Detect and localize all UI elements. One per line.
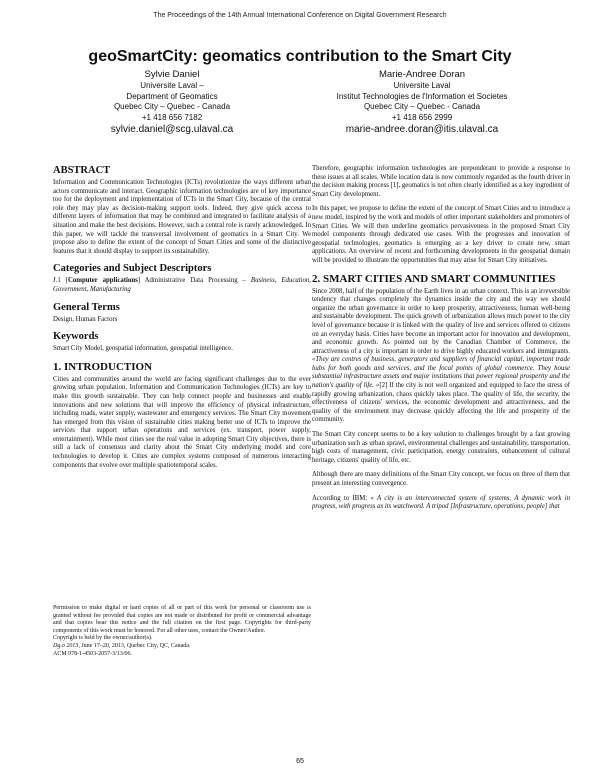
terms-text: Design, Human Factors xyxy=(53,315,118,323)
keywords-heading: Keywords xyxy=(53,331,99,343)
quote-span: « A city is an interconnected system of systems. A dynamic work in progress, with progress as its watchword. A tripod [Infrastructure, operations, people] that xyxy=(312,494,570,511)
author-block-1 xyxy=(52,69,292,137)
categories-heading: Categories and Subject Descriptors xyxy=(53,263,212,275)
permission-block xyxy=(53,605,311,658)
left-column xyxy=(53,165,311,476)
running-head: The Proceedings of the 14th Annual International Conference on Digital Government Research xyxy=(153,12,447,19)
section-2-heading: 2. SMART CITIES AND SMART COMMUNITIES xyxy=(312,272,556,285)
venue-rest: June 17–20, 2013, Quebec City, QC, Canada. xyxy=(79,642,191,649)
author-email[interactable]: sylvie.daniel@scg.ulaval.ca xyxy=(110,124,234,135)
body-paragraph: In this paper, we propose to define the extent of the concept of Smart Cities and to introduce a new model, inspired by the work and models of other important stakeholders and promoters of Smart Cities. We will then underline geomatics pervasiveness in the proposed Smart City model components through dedicated use cases. With the progresses and innovation of geospatial technologies, geomatics is emerging as a key driver to create new, smart applications. An overview of recent and forthcoming developments in the geospatial domain will be provided to illustrate the opportunities that may arise for Smart City initiatives. xyxy=(312,205,570,264)
introduction-heading: 1. INTRODUCTION xyxy=(53,360,153,373)
text-span: According to IBM: xyxy=(312,494,371,502)
text-span: Since 2008, half of the population of the Earth lives in an urban context. This is an irreversible tendency that changes completely the dynamics inside the city and the way we should organize the urban governance in order to keep prosperity, attractiveness, human well-being and sustainable development. The quick growth of urbanization allows much power to the city level of governance because it is linked with the quality of live and services offered to citizens on an everyday basis. Cities have become an important actor for innovation and development, and economic growth. As pointed out by the Canadian Chamber of Commerce, the attractiveness of a city is important in order to drive highly educated workers and immigrants. xyxy=(312,287,570,355)
venue-italic: Dg.o 2013, xyxy=(53,642,80,649)
author-affiliation: Universite Laval – xyxy=(140,81,204,90)
categories-text xyxy=(53,277,311,294)
copyright-text: Copyright is held by the owner/author(s). xyxy=(53,635,153,642)
author-city: Quebec City – Quebec - Canada xyxy=(113,102,231,111)
paper-title: geoSmartCity: geomatics contribution to the Smart City xyxy=(88,48,512,65)
text-span: [2] If the city is not well organized and equipped to face the stress of rapidly growing urbanization, chaos quickly takes place. The quality of life, the security, the effectiveness of citizens' services, the economic development and attractiveness, and the quality of the environment may decrease quickly affecting the life and prosperity of the community. xyxy=(312,382,570,424)
categories-code: J.1 [ xyxy=(53,277,68,285)
author-block-2 xyxy=(302,69,542,137)
author-name: Sylvie Daniel xyxy=(144,69,200,80)
categories-italic: Business, Education, Government, Manufacturing xyxy=(53,277,312,293)
body-paragraph: Therefore, geographic information technologies are preponderant to provide a response to these issues at all scales. While location data is now commonly regarded as the fourth driver in the decision making process [1], geomatics is not often clearly identified as a key ingredient of Smart City development. xyxy=(312,165,570,198)
introduction-text: Cities and communities around the world are facing significant challenges due to the ever growing urban population. Information and Communication Technologies (ICTs) are key to make this growth sustainable. They can help connect people and businesses and enable innovations and new solutions that will improve the efficiency of physical infrastructure, including roads, water supply, wastewater and emergency services. The Smart City movement has emerged from this vision of sustainable cities making better use of ICTs to improve the services that support urban operations and services (ex. transport, power supply, entertainment). While most cities see the real value in adopting Smart City objectives, there is still a lack of consensus and clarity about the Smart City underlying model and core technologies to develop it. Cities are complex systems composed of numerous interacting components that evolve over multiple spatiotemporal scales. xyxy=(53,375,311,469)
categories-rest: ] Administrative Data Processing – xyxy=(137,277,246,285)
abstract-text: Information and Communication Technologies (ICTs) revolutionize the ways different urban actors communicate and interact. Geographic information technologies are of key importance too for the deployment and implementation of ICTs in the Smart City, because of the central role they may play as decision-making support tools. Indeed, they give quick access to different layers of information that may be combined and integrated to facilitate analysis of a situation and make the best decisions. However, such a central role is rarely acknowledged. In this paper, we will tackle the transversal involvement of geomatics in a Smart City. We propose also to define the extent of the concept of Smart Cities and some of the distinctive features that it should display to support its sustainability. xyxy=(53,179,311,255)
author-phone: +1 418 656 2999 xyxy=(391,112,453,122)
author-affiliation: Universite Laval xyxy=(393,81,451,90)
body-paragraph xyxy=(312,288,570,426)
author-department: Institut Technologies de l'Information et Societes xyxy=(336,91,508,101)
right-column xyxy=(312,165,570,518)
abstract-heading: ABSTRACT xyxy=(53,165,111,176)
author-phone: +1 418 656 7182 xyxy=(141,112,203,122)
acm-text: ACM 978-1-4503-2057-3/13/06. xyxy=(53,650,132,657)
author-city: Quebec City – Quebec - Canada xyxy=(363,102,481,111)
body-paragraph: Although there are many definitions of the Smart City concept, we focus on three of them that present an interesting convergence. xyxy=(312,471,570,487)
keywords-text: Smart City Model, geospatial information, geospatial intelligence. xyxy=(53,345,233,353)
author-email[interactable]: marie-andree.doran@itis.ulaval.ca xyxy=(345,124,499,135)
body-paragraph: The Smart City concept seems to be a key solution to challenges brought by a fast growing urbanization such as urban sprawl, environmental challenges and sustainability, transportation, high costs of management, civic participation, energy constraints, enhancement of cultural heritage, citizens' quality of life, etc. xyxy=(312,431,570,464)
body-paragraph xyxy=(312,495,570,512)
author-department: Department of Geomatics xyxy=(126,91,218,101)
page-number: 65 xyxy=(296,758,304,765)
terms-heading: General Terms xyxy=(53,301,120,313)
categories-bold: Computer applications xyxy=(67,277,138,285)
venue-text xyxy=(53,643,311,651)
author-name: Marie-Andree Doran xyxy=(378,69,466,80)
quote-span: «They are centres of business, generators and suppliers of financial capital, important trade hubs for both goods and services, and the focal points of global commerce. They house substantial infrastructure assets and major institutions that power regional prosperity and the nation's quality of life. » xyxy=(312,356,570,390)
permission-text: Permission to make digital or hard copies of all or part of this work for personal or classroom use is granted without fee provided that copies are not made or distributed for profit or commercial advantage and that copies bear this notice and the full citation on the first page. Copyrights for third-party components of this work must be honored. For all other uses, contact the Owner/Author. xyxy=(53,605,311,634)
